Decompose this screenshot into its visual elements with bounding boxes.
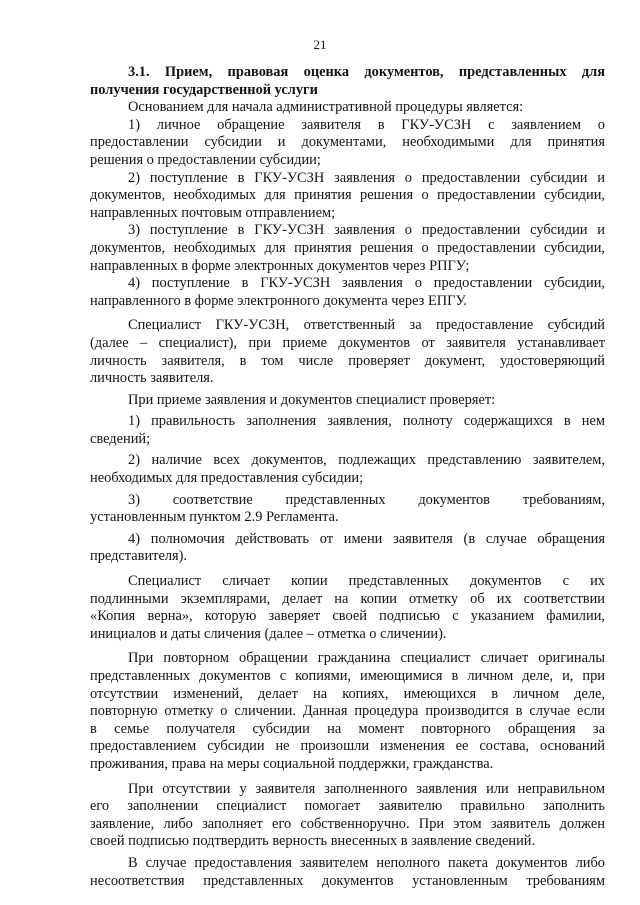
section-heading (90, 64, 605, 99)
paragraph-line: При приеме заявления и документов специалист проверяет: (128, 391, 496, 408)
paragraph-line: установленным пунктом 2.9 Регламента. (90, 509, 339, 526)
paragraph-line: Специалист ГКУ-УСЗН, ответственный за предоставление субсидий (128, 317, 605, 334)
paragraph-line: 3) поступление в ГКУ-УСЗН заявления о предоставлении субсидии и (128, 222, 605, 239)
paragraph-line: подлинными экземплярами, делает на копии отметку об их соответствии (90, 590, 605, 607)
paragraph-line: 2) поступление в ГКУ-УСЗН заявления о предоставлении субсидии и (128, 169, 605, 186)
paragraph-line: При отсутствии у заявителя заполненного заявления или неправильном (128, 780, 605, 797)
paragraph (90, 452, 605, 487)
paragraph-line: 4) поступление в ГКУ-УСЗН заявления о предоставлении субсидии, (128, 275, 605, 292)
paragraph (90, 317, 605, 387)
paragraph (90, 531, 605, 566)
paragraph-line: Специалист сличает копии представленных документов с их (128, 573, 605, 590)
paragraph-line: заявление, либо заполняет его собственноручно. При этом заявитель должен (90, 815, 605, 832)
paragraph (90, 170, 605, 223)
paragraph-line: личность заявителя. (90, 370, 214, 387)
heading-line: 3.1. Прием, правовая оценка документов, представленных для (128, 64, 605, 80)
paragraph-line: «Копия верна», которую заверяет своей подписью с указанием фамилии, (90, 608, 605, 625)
paragraph-line: личность заявителя, в том числе проверяет документ, удостоверяющий (90, 352, 605, 369)
paragraph-spacer (90, 774, 605, 781)
page-content (90, 64, 605, 890)
paragraph-line: проживания, права на меры социальной поддержки, гражданства. (90, 755, 494, 772)
paragraph-line: 1) правильность заполнения заявления, полноту содержащихся в нем (128, 413, 605, 430)
paragraph (90, 413, 605, 448)
paragraph-spacer (90, 566, 605, 573)
paragraph-line: документов, необходимых для принятия решения о предоставлении субсидии, (90, 187, 605, 204)
paragraph-line: направленных в форме электронных документов через РПГУ; (90, 257, 470, 274)
paragraph-line: его заполнении специалист помогает заявителю правильно заполнить (90, 798, 605, 815)
paragraph-line: несоответствия представленных документов установленным требованиям (90, 872, 605, 889)
paragraph-line: 1) личное обращение заявителя в ГКУ-УСЗН с заявлением о (128, 116, 605, 133)
paragraph-line: повторную отметку о сличении. Данная процедура производится в случае если (90, 703, 605, 720)
paragraph-line: сведений; (90, 430, 151, 447)
heading-line: получения государственной услуги (90, 81, 318, 98)
paragraph-line: инициалов и даты сличения (далее – отметка о сличении). (90, 625, 447, 642)
paragraph-line: предоставлением субсидии не произошли изменения ее состава, оснований (90, 738, 605, 755)
paragraph (90, 275, 605, 310)
paragraph (90, 573, 605, 643)
paragraph-line: Основанием для начала административной процедуры является: (128, 99, 524, 116)
paragraph-line: предоставлении субсидии и документами, необходимыми для принятия (90, 134, 605, 151)
paragraph-line: в семье получателя субсидии на момент повторного обращения за (90, 720, 605, 737)
paragraph-line: 3) соответствие представленных документов требованиям, (128, 491, 605, 508)
paragraph-line: (далее – специалист), при приеме документов от заявителя устанавливает (90, 334, 605, 351)
paragraph-line: 4) полномочия действовать от имени заявителя (в случае обращения (128, 530, 605, 547)
paragraph (90, 781, 605, 851)
paragraph (90, 650, 605, 773)
paragraph (90, 492, 605, 527)
paragraph (90, 117, 605, 170)
paragraph-line: необходимых для предоставления субсидии; (90, 470, 364, 487)
paragraph-line: 2) наличие всех документов, подлежащих представлению заявителем, (128, 452, 605, 469)
paragraph (90, 855, 605, 890)
paragraph-line: направленных почтовым отправлением; (90, 204, 336, 221)
paragraph-line: отсутствии изменений, делает на копиях, имеющихся в личном деле, (90, 685, 605, 702)
paragraph-line: В случае предоставления заявителем неполного пакета документов либо (128, 854, 605, 871)
paragraph-line: представленных документов с копиями, имеющимися в личном деле, и, при (90, 668, 605, 684)
paragraph-spacer (90, 643, 605, 650)
paragraph-line: своей подписью подтвердить верность внесенных в заявление сведений. (90, 833, 536, 850)
page-number: 21 (313, 37, 327, 52)
paragraph-line: решения о предоставлении субсидии; (90, 151, 321, 168)
paragraph-line: представителя). (90, 548, 188, 565)
paragraph-line: направленного в форме электронного документа через ЕПГУ. (90, 292, 467, 309)
paragraph-line: документов, необходимых для принятия решения о предоставлении субсидии, (90, 239, 605, 256)
paragraph-line: При повторном обращении гражданина специалист сличает оригиналы (128, 650, 605, 667)
paragraph (90, 99, 605, 117)
paragraph (90, 392, 605, 410)
paragraph-spacer (90, 310, 605, 317)
paragraph (90, 222, 605, 275)
